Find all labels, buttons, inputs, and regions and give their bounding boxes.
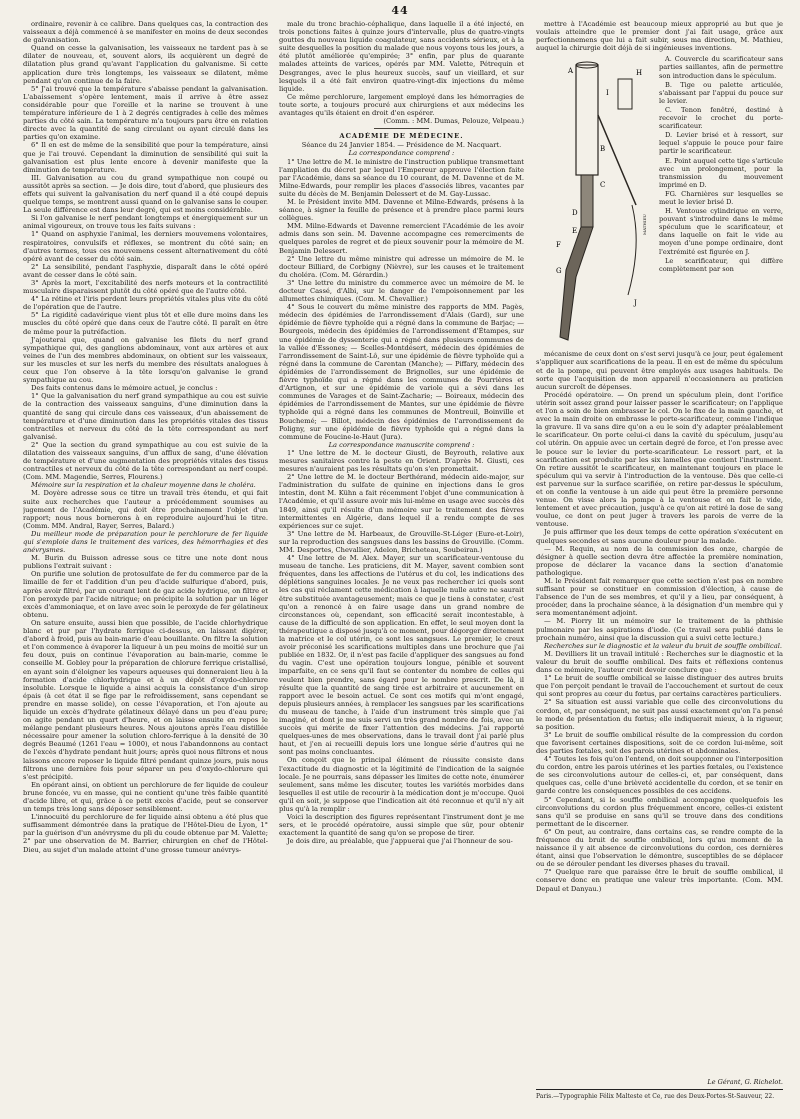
commission-line: (Comm. : MM. Dumas, Pelouze, Velpeau.) <box>383 117 524 126</box>
column-2 <box>279 20 524 1072</box>
paragraph: 3° Après la mort, l'excitabilité des nerfs moteurs et la contractilité musculaire disparaissent plutôt du côté opéré que de l'autre côté. <box>23 279 268 296</box>
paragraph: 4° Une lettre de M. Alex. Mayer, sur un scarificateur-ventouse du museau de tanche. Les praticiens, dit M. Mayer, savent combien sont fréquentes, dans les affections de l'utérus et du col, les indications des déplétions sanguines locales. Je ne veux pas rechercher ici quels sont les cas qui réclament cette médication à laquelle nulle autre ne saurait être substituée avantageusement; mais ce que je tiens à constater, c'est qu'on a renoncé à en faire usage dans un grand nombre de circonstances où, cependant, son efficacité serait incontestable, à cause de la difficulté de son application. En effet, le seul moyen dont la thérapeutique a disposé jusqu'à ce moment, pour dégorger directement la matrice et le col utérin, ce sont les sangsues. Le premier, le creux avoir préconisé les scarifications multiples dans une brochure que j'ai publiée en 1832. Or, il n'est pas facile d'appliquer des sangsues au fond du vagin. C'est une opération toujours longue, pénible et souvent imparfaite, en ce sens qu'il faut se contenter du nombre de celles qui veulent bien prendre, sans égard pour le nombre prescrit. De là, il résulte que la quantité de sang tirée est arbitraire et aucunement en rapport avec le besoin actuel. Ce sont ces motifs qui m'ont engagé, depuis plusieurs années, à remplacer les sangsues par les scarifications du museau de tanche, à l'aide d'un instrument très simple que j'ai imaginé, et dont je me suis servi un très grand nombre de fois, avec un succès qui mérite de fixer l'attention des médecins. J'ai rapporté quelques-unes de mes observations, dans le travail dont j'ai parlé plus haut, et j'en ai recueilli depuis lors une longue série d'autres qui ne sont pas moins concluantes. <box>279 554 524 757</box>
maker-stamp: MATHIEU <box>642 214 647 236</box>
legend-item: A. Couvercle du scarificateur sans parties saillantes, afin de permettre son introduction dans le spéculum. <box>659 55 783 80</box>
paragraph: 4° La rétine et l'iris perdent leurs propriétés vitales plus vite du côté de l'opération que de l'autre. <box>23 295 268 312</box>
paragraph: Voici la description des figures représentant l'instrument dont je me sers, et le procédé opératoire, aussi simple que sûr, pour obtenir exactement la quantité de sang qu'on se propose de tirer. <box>279 813 524 838</box>
pump-rod <box>598 115 636 205</box>
cupping-glass <box>618 79 632 109</box>
fig-letter: B <box>600 145 606 154</box>
paragraph: On conçoit que le principal élément de réussite consiste dans l'exactitude du diagnostic et la légitimité de l'indication de la saignée locale. Je ne pourrais, sans dépasser les limites de cette note, énumérer seulement, sans même les discuter, toutes les variétés morbides dans lesquelles il est utile de recourir à la médication dont je m'occupe. Quoi qu'il en soit, je suppose que l'indication ait été reconnue et qu'il n'y ait plus qu'à la remplir : <box>279 756 524 813</box>
paragraph: 1° Une lettre de M. le docteur Giusti, de Beyrouth, relative aux mesures sanitaires contre la peste en Orient. D'après M. Giusti, ces mesures n'auraient pas les résultats qu'on s'en promettait. <box>279 448 524 474</box>
paragraph: 1° Quand on asphyxie l'animal, les derniers mouvemens volontaires, respiratoires, convulsifs et réflexes, se montrent du côté sain; en d'autres termes, tous ces mouvemens cessent alternativement du côté opéré avant de cesser du côté sain. <box>23 230 268 263</box>
article-title: Du meilleur mode de préparation pour le perchlorure de fer liquide qui s'emploie dans le traitement des varices, des hémorrhagies et des anévrysmes. <box>23 529 268 555</box>
legend-item: E. Point auquel cette tige s'articule avec un prolongement, pour la transmission du mouvement imprimé en D. <box>659 156 783 189</box>
paragraph: 1° Une lettre de M. le ministre de l'instruction publique transmettant l'ampliation du décret par lequel l'Empereur approuve l'élection faite par l'Académie, dans sa séance du 10 courant, de M. Davenne et de M. Milne-Edwards, pour remplir les places d'associés libres, vacantes par suite du décès de M. Benjamin Delessert et de M. Gay-Lussac. <box>279 157 524 198</box>
paragraph: ordinaire, revenir à ce calibre. Dans quelques cas, la contraction des vaisseaux a déjà commencé à se manifester en moins de deux secondes de galvanisation. <box>23 20 268 45</box>
fig-letter: E <box>572 227 578 236</box>
paragraph: L'innocuité du perchlorure de fer liquide ainsi obtenu a été plus que suffisamment démontrée dans la pratique de l'Hôtel-Dieu de Lyon, 1° par la guérison d'un anévrysme du pli du coude obtenue par M. Valette; 2° par une observation de M. Barrier, chirurgien en chef de l'Hôtel-Dieu, au sujet d'un malade atteint d'une grosse tumeur anévrys- <box>23 813 268 854</box>
paragraph: 3° Le bruit de souffle ombilical résulte de la compression du cordon que favorisent certaines dispositions, soit de ce cordon lui-même, soit des parties fœtales, soit des parois utérines et abdominales. <box>536 730 783 755</box>
article-title: Recherches sur le diagnostic et la valeur du bruit de souffle ombilical. <box>544 641 783 650</box>
column-3 <box>536 20 783 1072</box>
fig-letter: C <box>600 181 606 190</box>
paragraph: 2° Une lettre de M. le docteur Berthérand, médecin aide-major, sur l'administration du sulfate de quinine en injections dans le gros intestin, dont M. Kühn a fait récemment l'objet d'une communication à l'Académie, et qu'il assure avoir mis lui-même en usage avec succès dès 1849, ainsi qu'il résulte d'un mémoire sur le traitement des fièvres intermittentes en Algérie, dans lequel il a rendu compte de ses expériences sur ce sujet. <box>279 473 524 530</box>
paragraph: MM. Milne-Edwards et Davenne remercient l'Académie de les avoir admis dans son sein. M. Davenne accompagne ces remerciments de quelques paroles de regret et de pieux souvenir pour la mémoire de M. Benjamin Delessert. <box>279 222 524 255</box>
paragraph: 5° J'ai trouvé que la température s'abaisse pendant la galvanisation. L'abaissement s'opère lentement, mais il arrive à être assez considérable pour que l'oreille et la narine se trouvent à une température inférieure de 1 à 2 degrés centigrades à celle des mêmes parties du côté sain. La température m'a toujours paru être en relation directe avec la quantité de sang circulant ou ayant circulé dans les parties qu'on examine. <box>23 84 268 142</box>
paragraph: mécanisme de ceux dont on s'est servi jusqu'à ce jour, peut également s'appliquer aux scarifications de la peau. Il en est de même du spéculum et de la pompe, qui peuvent être employés aux usages habituels. De sorte que l'acquisition de mon appareil n'occasionnera au praticien aucun surcroît de dépenses. <box>536 350 783 391</box>
handle-grip <box>560 227 593 340</box>
paragraph: 6° On peut, au contraire, dans certains cas, se rendre compte de la fréquence du bruit de souffle ombilical, lors qu'au moment de la naissance il y ait absence de circonvolutions du cordon, ces dernières étant, ainsi que l'observation le démontre, susceptibles de se déplacer ou de se dérouler pendant les diverses phases du travail. <box>536 827 783 869</box>
paragraph: 5° La rigidité cadavérique vient plus tôt et elle dure moins dans les muscles du côté opéré que dans ceux de l'autre côté. Il paraît en être de même pour la putréfaction. <box>23 311 268 336</box>
paragraph: Si l'on galvanise le nerf pendant longtemps et énergiquement sur un animal vigoureux, on trouve tous les faits suivans : <box>23 214 268 231</box>
paragraph: M. le Président invite MM. Davenne et Milne-Edwards, présens à la séance, à signer la feuille de présence et à prendre place parmi leurs collègues. <box>279 197 524 223</box>
paragraph: M. Devilliers lit un travail intitulé : Recherches sur le diagnostic et la valeur du bruit de souffle ombilical. Des faits et réflexions contenus dans ce mémoire, l'auteur croit devoir conclure que : <box>536 649 783 675</box>
paragraph: III. Galvanisation au cou du grand sympathique non coupé ou aussitôt après sa section. — Je dois dire, tout d'abord, que plusieurs des effets qui suivent la galvanisation du nerf quand il a été coupé depuis quelque temps, se montrent aussi quand on le galvanise sans le couper. La seule différence est dans leur degré, qui est moins considérable. <box>23 173 268 215</box>
paragraph: Des faits contenus dans le mémoire actuel, je conclus : <box>31 384 218 393</box>
paragraph: J'ajouterai que, quand on galvanise les filets du nerf grand sympathique qui, des ganglions abdominaux, vont aux artères et aux veines de l'un des membres abdominaux, on obtient sur les vaisseaux, sur les muscles et sur les nerfs du membre des résultats analogues à ceux que l'on observe à la tête lorsqu'on galvanise le grand sympathique au cou. <box>23 335 268 385</box>
paragraph: 1° Le bruit de souffle ombilical se laisse distinguer des autres bruits que l'on perçoit pendant le travail de l'accouchement et surtout de ceux qui sont propres au cœur du fœtus, par certains caractères particuliers. <box>536 674 783 699</box>
legend-item: C. Tenon fenêtré, destiné à recevoir le crochet du porte-scarificateur. <box>659 105 783 131</box>
fig-letter: I <box>606 89 609 98</box>
legend-item: B. Tige ou palette articulée, s'abaissant par l'appui du pouce sur le levier. <box>659 80 783 105</box>
paragraph: En opérant ainsi, on obtient un perchlorure de fer liquide de couleur brune foncée, vu en masse, qui ne contient qu'une très faible quantité d'acide libre, et qui, grâce à ce petit excès d'acide, peut se conserver un temps très long sans déposer sensiblement. <box>23 780 268 814</box>
paragraph: La correspondance comprend : <box>348 149 455 158</box>
paragraph: M. Doyère adresse sous ce titre un travail très étendu, et qui fait suite aux recherches que l'auteur a précédemment soumises au jugement de l'Académie, qui doit être prochainement l'objet d'un rapport; nous nous bornerons à en reproduire aujourd'hui le titre. (Comm. MM. Andral, Rayer, Serres, Balard.) <box>23 489 268 530</box>
paragraph: Ce même perchlorure, largement employé dans les hémorragies de toute sorte, a toujours procuré aux chirurgiens et aux médecins les avantages qu'ils étaient en droit d'en espérer. <box>279 92 524 118</box>
paragraph: M. Burin du Buisson adresse sous ce titre une note dont nous publions l'extrait suivant : <box>23 554 268 571</box>
section-divider <box>374 128 429 129</box>
paragraph: 2° Que la section du grand sympathique au cou est suivie de la dilatation des vaisseaux sanguins, d'un afflux de sang, d'une élévation de température et d'une augmentation des propriétés vitales des tissus contractiles et nerveux du côté de la tête correspondant au nerf coupé. (Com. MM. Magendie, Serres, Flourens.) <box>23 440 268 482</box>
paragraph: 1° Que la galvanisation du nerf grand sympathique au cou est suivie de la contraction des vaisseaux sanguins, d'une diminution dans la quantité de sang qui circule dans ces vaisseaux, d'un abaissement de température et d'une diminution dans les propriétés vitales des tissus contractiles et nerveux du côté de la tête correspondant au nerf galvanisé. <box>23 392 268 441</box>
section-heading: ACADÉMIE DE MÉDECINE. <box>339 132 464 141</box>
fig-letter: G <box>556 267 562 276</box>
scarificator-handle <box>581 175 593 227</box>
pump-tube <box>628 205 636 295</box>
paragraph: male du tronc brachio-céphalique, dans laquelle il a été injecté, en trois ponctions faites à quinze jours d'intervalle, plus de quatre-vingts gouttes du nouveau liquide coagulateur, sans accidents sérieux, et à la suite desquelles la position du malade que nous voyons tous les jours, a été plutôt améliorée qu'empirée; 3° enfin, par plus de quarante malades atteints de varices, opérés par MM. Valette, Pétrequin et Desgranges, avec le plus heureux succès, sauf un vieillard, et sur lesquels il a été fait environ quatre-vingt-dix injections du même liquide. <box>279 20 524 93</box>
paragraph: 4° Sous le couvert du même ministre des rapports de MM. Pagès, médecin des épidémies de l'arrondissement d'Alais (Gard), sur une épidémie de fièvre typhoïde qui a régné dans la commune de Barjac; — Bourgeois, médecin des épidémies de l'arrondissement d'Étampes, sur une épidémie de dyssenterie qui a régné dans plusieurs communes de la vallée d'Essones; — Scelles-Montdésert, médecin des épidémies de l'arrondissement de Saint-Lô, sur une épidémie de fièvre typhoïde qui a régné dans la commune de Carentan (Manche); — Piffary, médecin des épidémies de l'arrondissement de Brignolles, sur une épidémie de fièvre typhoïde qui a régné dans les communes de Pourrières et d'Artignon, et sur une épidémie de variole qui a sévi dans les communes de Varages et de Saint-Zacharie; — Boireaux, médecin des épidémies de l'arrondissement de Mantes, sur une épidémie de fièvre typhoïde qui a régné dans les communes de Montreuil, Boinville et Bouchemé; — Billot, médecin des épidémies de l'arrondissement de Poligny, sur une épidémie de fièvre typhoïde qui a régné dans la commune de Foucine-le-Haut (Jura). <box>279 303 524 441</box>
paragraph: 3° Une lettre du ministre du commerce avec un mémoire de M. le docteur Cassé, d'Albi, sur le danger de l'empoisonnement par les allumettes chimiques. (Com. M. Chevallier.) <box>279 278 524 304</box>
paragraph: 5° Cependant, si le souffle ombilical accompagne quelquefois les circonvolutions du cordon plus fréquemment encore, celles-ci existent sans qu'il se produise en sans qu'il se trouve dans des conditions permettant de le discerner. <box>536 795 783 828</box>
paragraph: On sature ensuite, aussi bien que possible, de l'acide chlorhydrique blanc et pur par l'hydrate ferrique ci-dessus, en laissant digérer, d'abord à froid, puis au bain-marie d'eau bouillante. On filtre la solution et l'on commence à évaporer la liqueur à un peu moins de moitié sur un feu doux, puis on continue l'évaporation au bain-marie, comme le conseille M. Gobley pour la préparation de chlorure ferrique cristallisé, en ayant soin d'éloigner les vapeurs aqueuses qui donneraient lieu à la formation d'acide chlorhydrique et à un dépôt d'oxydo-chlorure insoluble. Lorsque le liquide a ainsi acquis la consistance d'un sirop épais (à cet état il se fige par le refroidissement, sans cependant se prendre en masse solide), on cesse l'évaporation, et l'on ajoute au liquide un excès d'hydrate gélatineux délayé dans un peu d'eau pure; on agite pendant un quart d'heure, et on laisse ensuite en repos le mélange pendant plusieurs heures. Nous ajoutons après l'eau distillée nécessaire pour amener la solution chloro-ferrique à la densité de 30 degrés Beaumé (1261 l'eau = 1000), et nous l'abandonnons au contact de l'excès d'hydrate pendant huit jours; après quoi nous filtrons et nous laissons encore reposer le liquide filtré pendant quinze jours, puis nous filtrons une dernière fois pour séparer un peu d'oxydo-chlorure qui s'est précipité. <box>23 618 268 781</box>
article-title: Mémoire sur la respiration et la chaleur moyenne dans le choléra. <box>31 481 256 490</box>
speculum-tube <box>576 65 598 175</box>
paragraph: 4° Toutes les fois qu'on l'entend, on doit soupçonner ou l'interposition du cordon, entre les parois utérines et les parties fœtales, ou l'existence de ses circonvolutions autour de celles-ci, et, par conséquent, dans quelques cas, celle d'une brièveté accidentelle du cordon, et se tenir en garde contre les conséquences possibles de ces accidens. <box>536 755 783 796</box>
session-line: Séance du 24 Janvier 1854. — Présidence de M. Nacquart. <box>301 141 502 150</box>
fig-letter: D <box>572 209 578 218</box>
paragraph: Je dois dire, au préalable, que j'appuerai que j'ai l'honneur de sou- <box>287 837 513 846</box>
figure-block <box>536 55 783 347</box>
page-number: 44 <box>391 4 409 17</box>
legend-item: D. Levier brisé et à ressort, sur lequel s'appuie le pouce pour faire partir le scarificateur. <box>659 131 783 156</box>
legend-item: FG. Charnières sur lesquelles se meut le levier brisé D. <box>659 189 783 206</box>
paragraph: 7° Quelque rare que paraisse être le bruit de souffle ombilical, il conserve donc en pratique une valeur très importante. (Com. MM. Depaul et Danyau.) <box>536 868 783 893</box>
paragraph: 3° Une lettre de M. Harbeaux, de Grouville-St-Léger (Eure-et-Loir), sur la reproduction des sangsues dans les bassins de Grouville. (Comm. MM. Desportes, Chevallier, Adelon, Bricheteau, Soubeiran.) <box>279 529 524 554</box>
legend-item: Le scarificateur, qui diffère complètement par son <box>659 256 783 273</box>
column-1 <box>23 20 268 1072</box>
figure-legend <box>656 55 783 347</box>
fig-letter: J <box>634 299 637 308</box>
manager-signature: Le Gérant, G. Richelot. <box>707 1078 783 1086</box>
footer-divider <box>536 1089 783 1090</box>
paragraph: — M. Requin, au nom de la commission des onze, chargée de désigner à quelle section devra être affectée la première nomination, propose de déclarer la vacance dans la section d'anatomie pathologique. <box>536 544 783 577</box>
paragraph: 2° Une lettre du même ministre qui adresse un mémoire de M. le docteur Billiard, de Corbigny (Nièvre), sur les causes et le traitement du choléra. (Com. M. Gérardin.) <box>279 254 524 279</box>
paragraph: Je puis affirmer que les deux temps de cette opération s'exécutent en quelques secondes et sans aucune douleur pour la malade. <box>536 528 783 545</box>
fig-letter: F <box>556 241 561 250</box>
paragraph: La correspondance manuscrite comprend : <box>328 440 475 449</box>
paragraph: M. le Président fait remarquer que cette section n'est pas en nombre suffisant pour se constituer en commission d'élection, à cause de l'absence de l'un de ses membres, et qu'il y a lieu, par conséquent, à procéder, dans la prochaine séance, à la désignation d'un membre qui y sera momentanément adjoint. <box>536 577 783 618</box>
paragraph: 2° Sa situation est aussi variable que celle des circonvolutions du cordon, et, par conséquent, ne suit pas aussi exactement qu'on l'a pensé le mode de présentation du fœtus; elle indiquerait mieux, à la rigueur, sa position. <box>536 698 783 731</box>
paragraph: — M. Piorry lit un mémoire sur le traitement de la phthisie pulmonaire par les aspirations d'iode. (Ce travail sera publié dans le prochain numéro, ainsi que la discussion qui a suivi cette lecture.) <box>536 617 783 642</box>
paragraph: 6° Il en est de même de la sensibilité que pour la température, ainsi que je l'ai trouvé. Cependant la diminution de sensibilité qui suit la galvanisation est plus lente encore à devenir manifeste que la diminution de température. <box>23 141 268 174</box>
paragraph: Quand on cesse la galvanisation, les vaisseaux ne tardent pas à se dilater de nouveau, et, souvent alors, ils acquièrent un degré de dilatation plus grand qu'avant l'application du galvanisme. Si cette application dure très longtemps, les vaisseaux se dilatent, même pendant qu'on continue de la faire. <box>23 44 268 85</box>
page-footer <box>536 1078 783 1101</box>
fig-letter: A <box>568 67 574 76</box>
scarificator-figure <box>536 55 656 347</box>
fig-letter: H <box>636 69 643 78</box>
legend-item: H. Ventouse cylindrique en verre, pouvant s'introduire dans le même spéculum que le scarificateur, et dans laquelle on fait le vide au moyen d'une pompe ordinaire, dont l'extrémité est figurée en J. <box>659 207 783 256</box>
paragraph: 2° La sensibilité, pendant l'asphyxie, disparaît dans le côté opéré avant de cesser dans le côté sain. <box>23 262 268 279</box>
paragraph: On purifie une solution de protosulfate de fer du commerce par de la limaille de fer et l'addition d'un peu d'acide sulfurique d'abord, puis, après avoir filtré, par un courant lent de gaz acide hydrique, on filtre et l'on peroxyde par l'acide nitrique; on précipite la solution par un léger excès d'ammoniaque, et on lave avec soin le peroxyde de fer gélatineux obtenu. <box>23 570 268 619</box>
paragraph: Procédé opératoire. — On prend un spéculum plein, dont l'orifice utérin soit assez grand pour laisser passer le scarificateur; on l'applique et l'on a soin de bien embrasser le col. On le fixe de la main gauche, et avec la main droite on embrasse le porte-scarificateur, comme l'indique la gravure. Il va sans dire qu'on a eu le soin d'y adapter préalablement le scarificateur. On porte celui-ci dans la cavité du spéculum, jusqu'au col utérin. On appuie avec un certain degré de force, et l'on presse avec le pouce sur le levier du porte-scarificateur. Le ressort part, et la scarification est produite par les six lamelles que contient l'instrument. On retire aussitôt le scarificateur, en maintenant toujours en place le spéculum qui va servir à l'introduction de la ventouse. Dès que celle-ci est parvenue sur la surface scarifiée, on retire par-dessus le spéculum, et on confie la ventouse à un aide qui peut être la première personne venue. On visse alors la pompe à la ventouse et on fait le vide, lentement et avec précaution, jusqu'à ce qu'on ait retiré la dose de sang voulue, ce dont on peut juger à travers les parois de verre de la ventouse. <box>536 390 783 529</box>
paragraph: mettre à l'Académie est beaucoup mieux approprié au but que je voulais atteindre que le premier dont j'ai fait usage, grâce aux perfectionnemens que lui a fait subir, sous ma direction, M. Mathieu, auquel la chirurgie doit déjà de si ingénieuses inventions. <box>536 20 783 53</box>
printer-line: Paris.—Typographie Félix Malteste et Ce, rue des Deux-Portes-St-Sauveur, 22. <box>536 1093 775 1100</box>
